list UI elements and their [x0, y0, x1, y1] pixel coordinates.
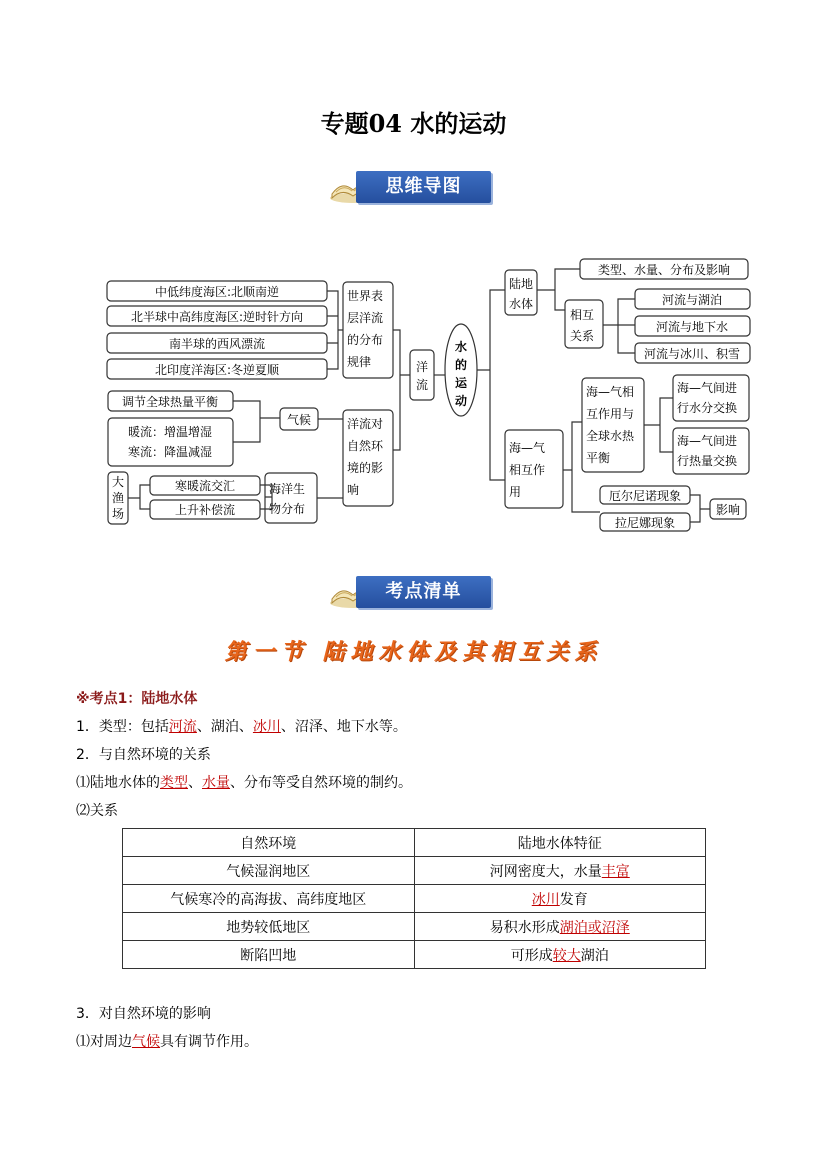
table-cell [414, 941, 706, 969]
table-header: 自然环境 [123, 829, 415, 857]
answer: 较大 [552, 947, 581, 964]
table-cell: 气候湿润地区 [123, 857, 415, 885]
answer-glacier: 冰川 [252, 719, 281, 735]
mm-center-2: 的 [455, 358, 468, 372]
mm-ocean-current-2: 流 [416, 378, 429, 392]
line-relation-heading: 2．与自然环境的关系 [76, 747, 211, 763]
mm-left-top-3: 南半球的西风漂流 [168, 337, 266, 351]
mm-ocean-current-1: 洋 [416, 360, 429, 374]
mm-lanina: 拉尼娜现象 [614, 516, 676, 530]
mm-water-exchange-2: 行水分交换 [677, 401, 738, 415]
text: 可形成 [510, 947, 553, 964]
text: 1．类型：包括 [76, 719, 169, 735]
mm-current-effect-2: 自然环 [347, 439, 384, 453]
mm-interaction-4: 平衡 [586, 451, 611, 465]
mm-land-water-1: 陆地 [509, 277, 534, 291]
answer-river: 河流 [168, 719, 197, 735]
line-types [76, 716, 407, 736]
checklist-banner-label: 考点清单 [356, 576, 491, 608]
line-constraint [76, 772, 412, 792]
table-row [123, 885, 706, 913]
line-relation: ⑵关系 [76, 803, 118, 819]
answer: 湖泊或沼泽 [559, 919, 630, 936]
mm-elnino: 厄尔尼诺现象 [608, 489, 682, 503]
table-row [123, 913, 706, 941]
mm-river-glacier: 河流与冰川、积雪 [643, 347, 741, 361]
mm-world-currents-1: 世界表 [347, 289, 384, 303]
mm-interaction-1: 海—气相 [586, 385, 635, 399]
text: ⑴对周边 [76, 1034, 132, 1050]
relation-table [122, 828, 706, 969]
mm-land-water-2: 水体 [509, 297, 534, 311]
table-cell: 地势较低地区 [123, 913, 415, 941]
mm-sea-air-3: 用 [509, 485, 522, 499]
mm-fish-a: 寒暖流交汇 [174, 479, 236, 493]
answer-climate: 气候 [132, 1034, 160, 1050]
mm-adjust-heat: 调节全球热量平衡 [121, 395, 219, 409]
table-cell [414, 857, 706, 885]
mm-land-types: 类型、水量、分布及影响 [597, 263, 731, 277]
text: 、分布等受自然环境的制约。 [230, 775, 412, 791]
text: ⑴陆地水体的 [76, 775, 160, 791]
mm-sea-air-2: 相互作 [509, 463, 546, 477]
mm-river-lake: 河流与湖泊 [661, 293, 723, 307]
mm-heat-exchange-2: 行热量交换 [677, 454, 738, 468]
mm-sea-air-1: 海—气 [509, 441, 546, 455]
mindmap-banner [328, 168, 498, 204]
mm-current-effect-4: 响 [347, 483, 360, 497]
mind-map [100, 250, 760, 535]
line-climate [76, 1031, 258, 1051]
answer: 丰富 [601, 863, 630, 880]
answer-type: 类型 [160, 775, 188, 791]
page-title: 专题04 水的运动 [320, 109, 507, 138]
mm-fishery-3: 场 [112, 507, 125, 521]
text: 河网密度大，水量 [489, 863, 602, 880]
mm-warm: 暖流：增温增湿 [127, 425, 213, 439]
text: 易积水形成 [489, 919, 560, 936]
table-row [123, 941, 706, 969]
mm-fishery-1: 大 [112, 475, 125, 489]
mm-water-exchange-1: 海—气间进 [677, 381, 738, 395]
text: 、 [188, 775, 202, 791]
exam-point-heading: ※考点1：陆地水体 [76, 691, 198, 707]
mm-river-ground: 河流与地下水 [655, 320, 729, 334]
mm-marine-bio-1: 海洋生 [269, 482, 306, 496]
answer: 冰川 [531, 891, 560, 908]
mm-center-1: 水 [455, 340, 468, 354]
mm-mutual-1: 相互 [570, 308, 595, 322]
mm-left-top-2: 北半球中高纬度海区:逆时针方向 [130, 310, 304, 324]
mm-center-3: 运 [455, 376, 468, 390]
checklist-banner [328, 573, 498, 609]
table-cell [414, 913, 706, 941]
table-cell: 气候寒冷的高海拔、高纬度地区 [123, 885, 415, 913]
table-row [123, 857, 706, 885]
mindmap-banner-label: 思维导图 [356, 171, 491, 203]
mm-influence: 影响 [715, 503, 741, 517]
mm-marine-bio-2: 物分布 [269, 502, 306, 516]
mm-current-effect-3: 境的影 [347, 461, 384, 475]
mm-world-currents-4: 规律 [347, 355, 372, 369]
text: 具有调节作用。 [160, 1034, 258, 1050]
table-header: 陆地水体特征 [414, 829, 706, 857]
mm-fish-b: 上升补偿流 [174, 503, 236, 517]
mm-world-currents-3: 的分布 [347, 333, 384, 347]
table-cell: 断陷凹地 [123, 941, 415, 969]
text: 、沼泽、地下水等。 [280, 719, 407, 735]
text: 湖泊 [580, 947, 609, 964]
mm-heat-exchange-1: 海—气间进 [677, 434, 738, 448]
mm-climate: 气候 [286, 413, 312, 427]
mm-left-top-1: 中低纬度海区:北顺南逆 [154, 285, 280, 299]
mm-cold: 寒流：降温减湿 [127, 445, 213, 459]
mm-current-effect-1: 洋流对 [347, 417, 384, 431]
table-header-row [123, 829, 706, 857]
mm-interaction-2: 互作用与 [586, 407, 635, 421]
text: 发育 [559, 891, 588, 908]
mm-left-top-4: 北印度洋海区:冬逆夏顺 [154, 363, 280, 377]
mm-interaction-3: 全球水热 [586, 429, 635, 443]
mm-fishery-2: 渔 [112, 491, 125, 505]
answer-volume: 水量 [202, 775, 230, 791]
mm-mutual-2: 关系 [570, 329, 595, 343]
mm-world-currents-2: 层洋流 [347, 311, 384, 325]
section-title: 第一节 陆地水体及其相互关系 [224, 639, 603, 665]
mm-center-4: 动 [455, 394, 468, 408]
line-effect-heading: 3．对自然环境的影响 [76, 1006, 211, 1022]
table-cell [414, 885, 706, 913]
text: 、湖泊、 [196, 719, 253, 735]
